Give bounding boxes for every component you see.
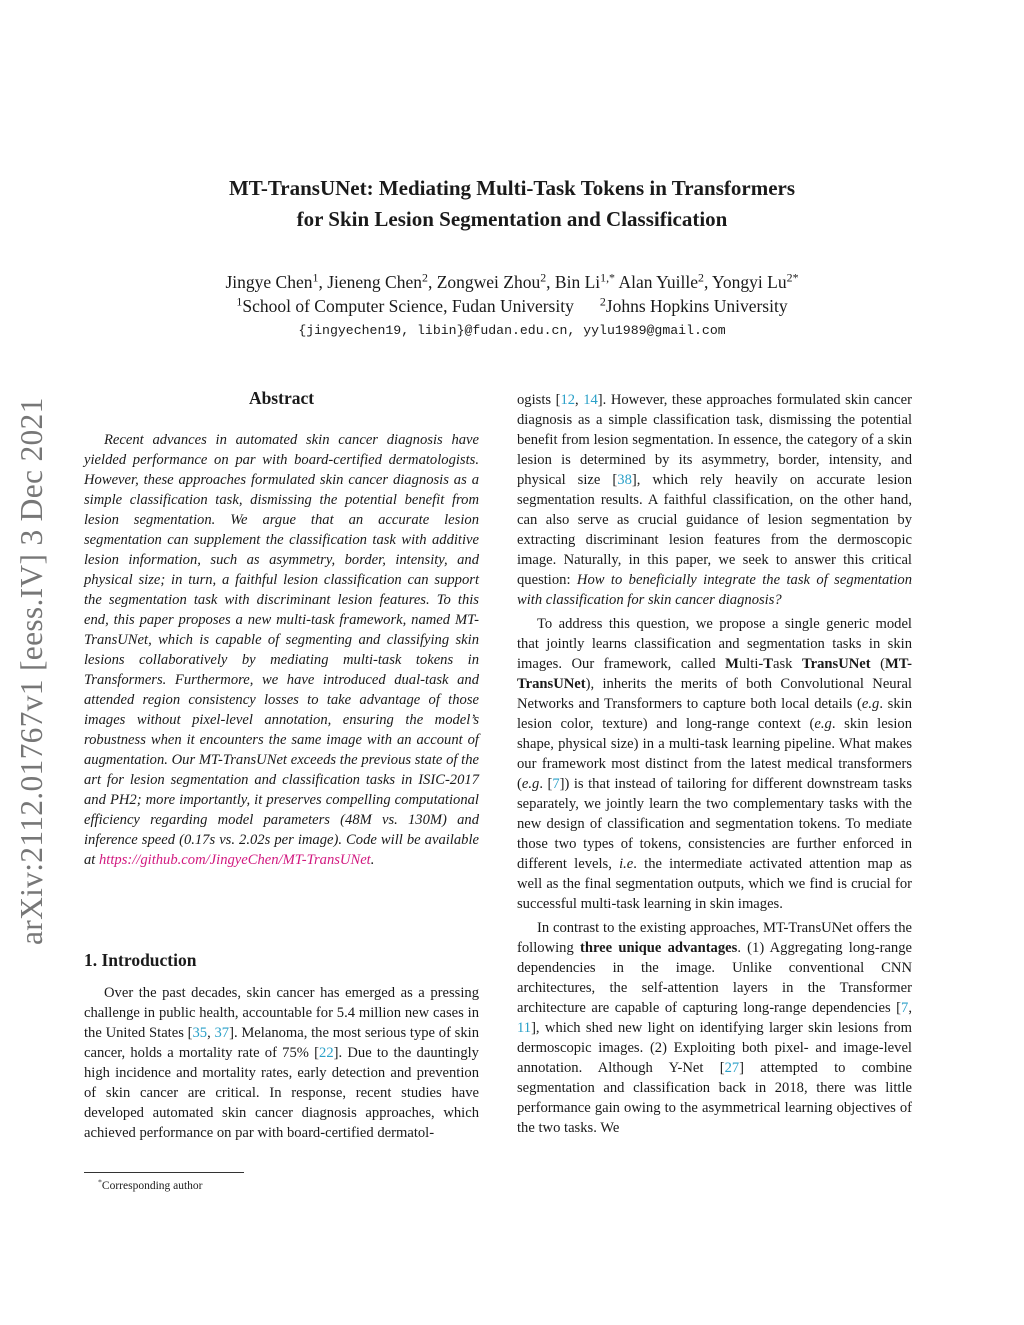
author-separator: , bbox=[318, 272, 328, 292]
abstract-text: Recent advances in automated skin cancer diagnosis have yielded performance on par with board-certified dermatologists. However, these approaches formulated skin cancer diagnosis as a simple classification task, dismissing the potential benefit from lesion segmentation. We argue that an accurate lesion segmentation can supplement the classification task with additive lesion information, such as asymmetry, border, intensity, and physical size; in turn, a faithful lesion classification can support the segmentation task with discriminant lesion features. To this end, this paper proposes a new multi-task framework, named MT-TransUNet, which is capable of segmenting and classifying skin lesions collaboratively by mediating multi-task tokens in Transformers. Furthermore, we have introduced dual-task and attended region consistency losses to take advantage of those images without pixel-level annotation, ensuring the model’s robustness when it encounters the same image with an account of augmentation. Our MT-TransUNet exceeds the previous state of the art for lesion segmentation and classification tasks in ISIC-2017 and PH2; more importantly, it preserves compelling computational efficiency regarding model parameters (48M vs. 130M) and inference speed (0.17s vs. 2.02s per image). Code will be available at bbox=[84, 432, 479, 868]
text-run: , bbox=[908, 1000, 912, 1016]
section-heading-introduction: 1. Introduction bbox=[84, 950, 197, 970]
citation-link[interactable]: 7 bbox=[901, 1000, 909, 1016]
text-run: , bbox=[207, 1025, 215, 1041]
text-run: In contrast to the existing approaches, MT-TransUNet offers the following bbox=[517, 920, 912, 956]
author-emails: {jingyechen19, libin}@fudan.edu.cn, yylu1989@gmail.com bbox=[298, 323, 726, 338]
abbrev-eg: e.g bbox=[521, 776, 540, 792]
introduction-body bbox=[84, 983, 479, 1143]
author-affil-mark: 2 bbox=[421, 270, 428, 285]
paper-title bbox=[0, 173, 1024, 235]
author-name: Jieneng Chen bbox=[327, 272, 422, 292]
acronym-letter: M bbox=[725, 656, 739, 672]
author-name: Bin Li bbox=[554, 272, 601, 292]
author-name: Alan Yuille bbox=[618, 272, 698, 292]
text-run: Over the past decades, skin cancer has emerged as a pressing challenge in public health, accountable for 5.4 million new cases in the United States [ bbox=[84, 985, 479, 1041]
key-phrase: three unique advantages bbox=[579, 940, 738, 956]
abbrev-ie: i.e bbox=[619, 856, 634, 872]
title-line-1: MT-TransUNet: Mediating Multi-Task Tokens in Transformers bbox=[228, 176, 796, 200]
abstract-paragraph bbox=[84, 430, 479, 870]
author-name: Zongwei Zhou bbox=[436, 272, 541, 292]
text-run: ogists [ bbox=[517, 392, 561, 408]
text-run: ( bbox=[870, 656, 885, 672]
citation-link[interactable]: 35 bbox=[192, 1025, 208, 1041]
abstract-end: . bbox=[370, 852, 375, 868]
author-separator: , bbox=[703, 272, 713, 292]
citation-link[interactable]: 38 bbox=[617, 472, 632, 488]
text-run: ], which rely heavily on accurate lesion segmentation results. A faithful classification, on the other hand, can also serve as crucial guidance of lesion segmentation by extracting discriminant lesion features from the dermoscopic image. Naturally, in this paper, we seek to answer this critical question: bbox=[517, 472, 913, 588]
author-list bbox=[0, 270, 1024, 294]
text-run: ], which shed new light on identifying larger skin lesions from dermoscopic images. (2) Exploiting both pixel- and image-level annotation. Although Y-Net [ bbox=[517, 1020, 912, 1076]
author-affil-mark: 2 bbox=[697, 270, 704, 285]
text-run: ]. Melanoma, the most serious type of skin cancer, holds a mortality rate of 75% [ bbox=[84, 1025, 479, 1061]
text-run: ask bbox=[773, 656, 793, 672]
right-column bbox=[517, 390, 912, 1138]
abbrev-eg: e.g bbox=[814, 716, 832, 732]
right-paragraph-1 bbox=[517, 390, 912, 610]
code-link[interactable]: https://github.com/JingyeChen/MT-TransUNet bbox=[99, 852, 371, 868]
citation-link[interactable]: 22 bbox=[319, 1045, 334, 1061]
abbrev-eg: e.g bbox=[861, 696, 880, 712]
text-run: . the intermediate activated attention map as well as the final segmentation outputs, which we find is crucial for successful multi-task learning in skin images. bbox=[517, 856, 912, 912]
text-run: . (1) Aggregating long-range dependencies in the image. Unlike conventional CNN architectures, the self-attention layers in the Transformer architecture are capable of capturing long-range dependencies [ bbox=[517, 940, 912, 1016]
citation-link[interactable]: 11 bbox=[517, 1020, 532, 1036]
author-name: Jingye Chen bbox=[225, 272, 313, 292]
title-line-2: for Skin Lesion Segmentation and Classification bbox=[296, 207, 728, 231]
affiliations bbox=[0, 294, 1024, 318]
acronym-letter: T bbox=[763, 656, 773, 672]
citation-link[interactable]: 14 bbox=[583, 392, 598, 408]
footnote-text: Corresponding author bbox=[101, 1180, 203, 1192]
text-run: . [ bbox=[539, 776, 553, 792]
citation-link[interactable]: 7 bbox=[552, 776, 560, 792]
text-run: To address this question, we propose a single generic model that jointly learns classification and segmentation tasks in skin images. Our framework, called bbox=[517, 616, 912, 672]
footnote bbox=[84, 1178, 203, 1194]
abstract-heading: Abstract bbox=[248, 388, 315, 408]
arxiv-identifier: arXiv:2112.01767v1 [eess.IV] 3 Dec 2021 bbox=[14, 397, 49, 945]
author-affil-mark: 2 bbox=[540, 270, 547, 285]
text-run: ] attempted to combine segmentation and classification back in 2018, there was little performance gain owing to the asymmetrical learning objectives of the two tasks. We bbox=[517, 1060, 912, 1136]
text-run: , bbox=[575, 392, 584, 408]
citation-link[interactable]: 12 bbox=[560, 392, 576, 408]
author-affil-mark: 2* bbox=[786, 270, 799, 285]
text-run: ]) is that instead of tailoring for different downstream tasks separately, we jointly learn the two complementary tasks with the new design of classification and segmentation tokens. To mediate those two types of tokens, consistencies are further enforced in different levels, bbox=[517, 776, 912, 872]
text-run: . skin lesion color, texture) and long-range context ( bbox=[517, 696, 913, 732]
right-paragraph-3 bbox=[517, 918, 912, 1138]
footnote-divider bbox=[84, 1172, 244, 1173]
affiliation-jhu: Johns Hopkins University bbox=[605, 296, 788, 316]
affiliation-fudan: School of Computer Science, Fudan University bbox=[242, 296, 574, 316]
intro-paragraph-1 bbox=[84, 983, 479, 1143]
right-paragraph-2 bbox=[517, 614, 912, 914]
text-run: ]. However, these approaches formulated skin cancer diagnosis as a simple classification task, dismissing the potential benefit from lesion segmentation. In essence, the category of a skin lesion is determined by its asymmetry, border, intensity, and physical size [ bbox=[517, 392, 912, 488]
research-question: How to beneficially integrate the task of segmentation with classification for skin cancer diagnosis? bbox=[517, 572, 912, 608]
author-separator: , bbox=[546, 272, 555, 292]
text-run: ulti- bbox=[738, 656, 764, 672]
author-separator: , bbox=[427, 272, 437, 292]
affil-mark: 1 bbox=[236, 294, 243, 309]
author-name: Yongyi Lu bbox=[712, 272, 787, 292]
author-affil-mark: 1 bbox=[312, 270, 319, 285]
abstract-body bbox=[84, 430, 479, 870]
citation-link[interactable]: 37 bbox=[214, 1025, 230, 1041]
text-run: ), inherits the merits of both Convolutional Neural Networks and Transformers to capture both local details ( bbox=[517, 676, 912, 712]
author-affil-mark: 1,* bbox=[600, 270, 616, 285]
affil-mark: 2 bbox=[599, 294, 606, 309]
framework-name-abbrev: MT-TransUNet bbox=[517, 656, 912, 692]
citation-link[interactable]: 27 bbox=[724, 1060, 740, 1076]
text-run: . skin lesion shape, physical size) in a multi-task learning pipeline. What makes our framework most distinct from the latest medical transformers ( bbox=[517, 716, 912, 792]
footnote-mark: * bbox=[98, 1177, 102, 1187]
text-run: ]. Due to the dauntingly high incidence and mortality rates, early detection and prevention of skin cancer are critical. In response, recent studies have developed automated skin cancer diagnosis approaches, which achieved performance on par with board-certified dermatol- bbox=[84, 1045, 479, 1141]
framework-name: TransUNet bbox=[801, 656, 871, 672]
